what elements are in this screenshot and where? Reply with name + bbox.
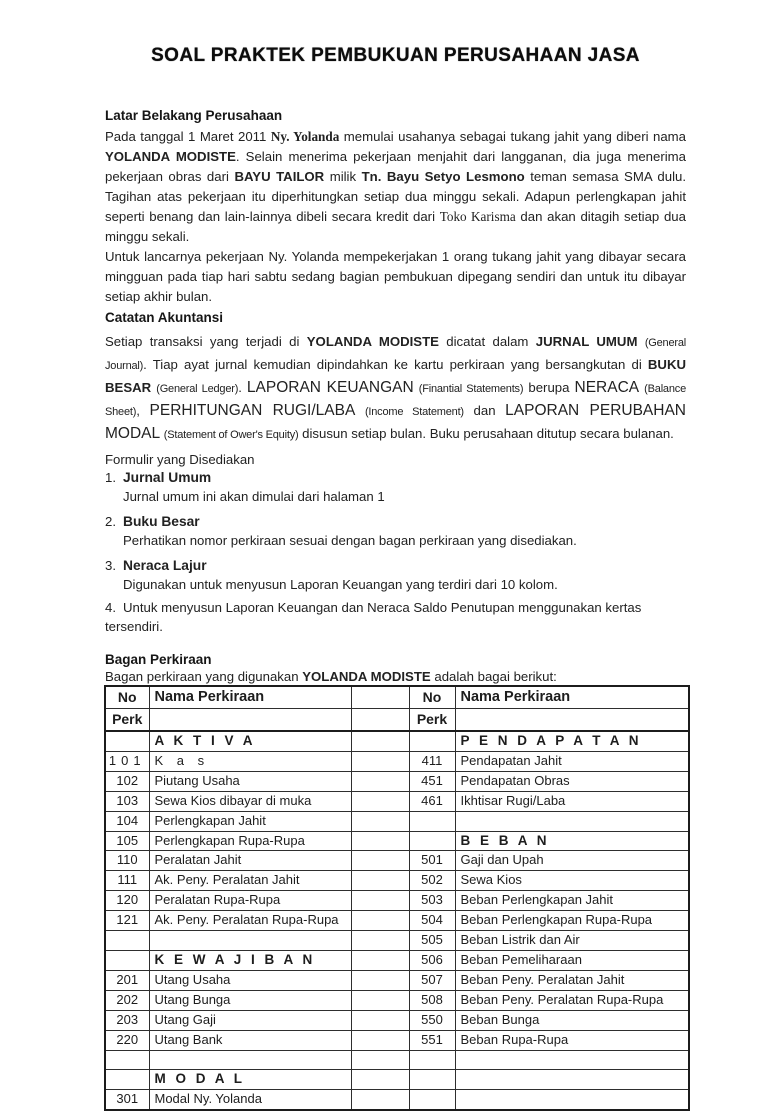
cell-name-left: Utang Gaji bbox=[149, 1010, 351, 1030]
text-segment: NERACA bbox=[574, 379, 640, 396]
latar-paragraph-1 bbox=[105, 127, 686, 247]
cell-name-left: Peralatan Jahit bbox=[149, 851, 351, 871]
cell-no-right: 551 bbox=[409, 1030, 455, 1050]
cell-name-right: Beban Perlengkapan Rupa-Rupa bbox=[455, 911, 689, 931]
text-segment: LAPORAN KEUANGAN bbox=[246, 379, 414, 396]
header-cell-perk-right: Perk bbox=[409, 709, 455, 732]
cell-no-right: 508 bbox=[409, 990, 455, 1010]
cell-no-left: 220 bbox=[105, 1030, 149, 1050]
text-segment: Setiap transaksi yang terjadi di bbox=[105, 334, 307, 349]
text-segment: BUKU BESAR bbox=[105, 357, 686, 395]
cell-spacer bbox=[351, 731, 409, 751]
cell-name-left: K a s bbox=[149, 751, 351, 771]
text-segment: Tn. Bayu Setyo Lesmono bbox=[361, 169, 525, 184]
cell-name-left: Peralatan Rupa-Rupa bbox=[149, 891, 351, 911]
text-segment: memulai usahanya sebagai tukang jahit yang diberi nama bbox=[339, 129, 686, 144]
table-header-row-1 bbox=[105, 686, 689, 709]
cell-no-right: 503 bbox=[409, 891, 455, 911]
text-segment: JURNAL UMUM bbox=[535, 334, 638, 349]
cell-no-right: 411 bbox=[409, 751, 455, 771]
table-row bbox=[105, 891, 689, 911]
cell-spacer bbox=[351, 771, 409, 791]
text-segment: Toko Karisma bbox=[439, 209, 516, 224]
cell-spacer bbox=[351, 931, 409, 951]
cell-no-right bbox=[409, 1070, 455, 1090]
table-header bbox=[105, 686, 689, 731]
list-item-title: Jurnal Umum bbox=[123, 470, 212, 485]
cell-name-right: Pendapatan Obras bbox=[455, 771, 689, 791]
text-segment: LAPORAN PERUBAHAN MODAL bbox=[105, 402, 686, 442]
text-segment: milik bbox=[324, 169, 362, 184]
cell-no-left bbox=[105, 1070, 149, 1090]
cell-name-left: Utang Bunga bbox=[149, 990, 351, 1010]
cell-no-right: 502 bbox=[409, 871, 455, 891]
table-row bbox=[105, 1090, 689, 1110]
table-row bbox=[105, 1050, 689, 1070]
cell-spacer bbox=[351, 990, 409, 1010]
table-row bbox=[105, 950, 689, 970]
cell-no-left: 301 bbox=[105, 1090, 149, 1110]
text-segment: (General Journal) bbox=[105, 337, 687, 372]
list-item-number: 3. bbox=[105, 558, 116, 573]
header-cell-no-left: No bbox=[105, 686, 149, 709]
cell-name-right: Beban Bunga bbox=[455, 1010, 689, 1030]
table-row bbox=[105, 811, 689, 831]
list-item-description: Perhatikan nomor perkiraan sesuai dengan bagan perkiraan yang disediakan. bbox=[123, 533, 577, 548]
bagan-intro bbox=[105, 669, 686, 685]
cell-spacer bbox=[351, 950, 409, 970]
cell-spacer bbox=[351, 911, 409, 931]
page-title: SOAL PRAKTEK PEMBUKUAN PERUSAHAAN JASA bbox=[151, 45, 640, 66]
cell-name-right bbox=[455, 1090, 689, 1110]
cell-name-left: Sewa Kios dibayar di muka bbox=[149, 791, 351, 811]
cell-no-right: 506 bbox=[409, 950, 455, 970]
latar-paragraph-2 bbox=[105, 247, 686, 307]
text-segment: (General Ledger) bbox=[156, 383, 239, 395]
list-item bbox=[105, 468, 686, 506]
cell-no-right: 501 bbox=[409, 851, 455, 871]
formulir-list bbox=[105, 468, 686, 636]
cell-name-right: Pendapatan Jahit bbox=[455, 751, 689, 771]
table-row bbox=[105, 931, 689, 951]
cell-spacer bbox=[351, 811, 409, 831]
header-cell-empty bbox=[455, 709, 689, 732]
cell-name-right bbox=[455, 1050, 689, 1070]
cell-name-right: Gaji dan Upah bbox=[455, 851, 689, 871]
text-segment: Pada tanggal 1 Maret 2011 bbox=[105, 129, 271, 144]
header-cell-no-right: No bbox=[409, 686, 455, 709]
text-segment: Bagan perkiraan yang digunakan bbox=[105, 669, 303, 684]
cell-name-right: Beban Perlengkapan Jahit bbox=[455, 891, 689, 911]
document-page bbox=[0, 45, 768, 1107]
text-segment: dicatat dalam bbox=[438, 334, 536, 349]
section-heading-formulir: Formulir yang Disediakan bbox=[105, 452, 255, 467]
cell-name-left: Utang Usaha bbox=[149, 970, 351, 990]
text-segment: (Balance Sheet) bbox=[105, 383, 686, 418]
table-row bbox=[105, 791, 689, 811]
text-segment: Untuk lancarnya pekerjaan Ny. Yolanda mempekerjakan 1 orang tukang jahit yang dibayar secara mingguan pada tiap hari sabtu sedang bagian pembukuan dipegang sendiri dan untuk itu dibayar setiap akhir bulan. bbox=[105, 249, 686, 304]
text-segment: . Tiap ayat jurnal kemudian dipindahkan ke kartu perkiraan yang bersangkutan di bbox=[143, 357, 648, 372]
header-cell-spacer bbox=[351, 686, 409, 709]
cell-no-right: 451 bbox=[409, 771, 455, 791]
cell-no-left bbox=[105, 931, 149, 951]
text-segment: YOLANDA MODISTE bbox=[302, 669, 431, 684]
table-row bbox=[105, 970, 689, 990]
text-segment: BAYU TAILOR bbox=[234, 169, 325, 184]
list-item bbox=[105, 556, 686, 594]
cell-name-left: Piutang Usaha bbox=[149, 771, 351, 791]
cell-no-left bbox=[105, 731, 149, 751]
cell-no-right bbox=[409, 1090, 455, 1110]
header-cell-empty bbox=[149, 709, 351, 732]
text-segment bbox=[637, 334, 644, 349]
section-heading-bagan-perkiraan: Bagan Perkiraan bbox=[105, 652, 212, 667]
cell-no-right: 504 bbox=[409, 911, 455, 931]
list-item-text: Untuk menyusun Laporan Keuangan dan Neraca Saldo Penutupan menggunakan kertas tersendiri. bbox=[105, 600, 642, 634]
cell-name-left: Perlengkapan Jahit bbox=[149, 811, 351, 831]
cell-no-left bbox=[105, 1050, 149, 1070]
cell-name-right: B E B A N bbox=[455, 831, 689, 851]
text-segment: berupa bbox=[523, 380, 575, 395]
cell-no-right: 505 bbox=[409, 931, 455, 951]
cell-no-right bbox=[409, 1050, 455, 1070]
text-segment: YOLANDA MODISTE bbox=[105, 149, 236, 164]
cell-spacer bbox=[351, 871, 409, 891]
text-segment: (Statement of Ower's Equity) bbox=[163, 429, 299, 441]
table-row bbox=[105, 831, 689, 851]
table-row bbox=[105, 990, 689, 1010]
cell-spacer bbox=[351, 1010, 409, 1030]
cell-no-left: 111 bbox=[105, 871, 149, 891]
text-segment: disusun setiap bulan. Buku perusahaan ditutup secara bulanan. bbox=[298, 426, 674, 441]
text-segment bbox=[355, 403, 365, 418]
list-item-title: Buku Besar bbox=[123, 514, 200, 529]
cell-no-left: 104 bbox=[105, 811, 149, 831]
cell-name-right: Beban Listrik dan Air bbox=[455, 931, 689, 951]
cell-name-right: P E N D A P A T A N bbox=[455, 731, 689, 751]
list-item-number: 1. bbox=[105, 470, 116, 485]
cell-spacer bbox=[351, 970, 409, 990]
text-segment: teman semasa SMA dulu. Tagihan atas pekerjaan itu diperhitungkan setiap dua minggu sekali. Adapun perlengkapan jahit seperti benang dan lain-lainnya dibeli secara kredit dari bbox=[105, 169, 687, 224]
cell-name-right: Beban Peny. Peralatan Rupa-Rupa bbox=[455, 990, 689, 1010]
document-content bbox=[0, 46, 768, 1111]
cell-no-right: 461 bbox=[409, 791, 455, 811]
table-row bbox=[105, 731, 689, 751]
cell-no-left: 121 bbox=[105, 911, 149, 931]
cell-no-left: 102 bbox=[105, 771, 149, 791]
cell-name-left bbox=[149, 1050, 351, 1070]
cell-name-left: M O D A L bbox=[149, 1070, 351, 1090]
cell-name-left: Modal Ny. Yolanda bbox=[149, 1090, 351, 1110]
cell-spacer bbox=[351, 891, 409, 911]
cell-no-right bbox=[409, 831, 455, 851]
table-row bbox=[105, 771, 689, 791]
text-segment: PERHITUNGAN RUGI/LABA bbox=[149, 402, 356, 419]
table-row bbox=[105, 1030, 689, 1050]
cell-spacer bbox=[351, 1050, 409, 1070]
cell-no-left: 203 bbox=[105, 1010, 149, 1030]
section-heading-catatan-akuntansi: Catatan Akuntansi bbox=[105, 310, 224, 325]
text-segment: Ny. Yolanda bbox=[270, 129, 340, 144]
cell-no-right: 507 bbox=[409, 970, 455, 990]
table-header-row-2 bbox=[105, 709, 689, 732]
cell-name-left: A K T I V A bbox=[149, 731, 351, 751]
table-row bbox=[105, 871, 689, 891]
cell-name-right bbox=[455, 1070, 689, 1090]
cell-name-right: Beban Pemeliharaan bbox=[455, 950, 689, 970]
header-cell-spacer bbox=[351, 709, 409, 732]
cell-spacer bbox=[351, 791, 409, 811]
header-cell-perk-left: Perk bbox=[105, 709, 149, 732]
header-cell-name-left: Nama Perkiraan bbox=[149, 686, 351, 709]
list-item-number: 4. bbox=[105, 600, 116, 615]
cell-name-right: Ikhtisar Rugi/Laba bbox=[455, 791, 689, 811]
text-segment: . Selain menerima pekerjaan menjahit dari langganan, dia juga menerima pekerjaan obras dari bbox=[105, 149, 686, 184]
cell-name-right bbox=[455, 811, 689, 831]
cell-name-left: Perlengkapan Rupa-Rupa bbox=[149, 831, 351, 851]
cell-name-right: Sewa Kios bbox=[455, 871, 689, 891]
cell-no-left: 103 bbox=[105, 791, 149, 811]
list-item-description: Jurnal umum ini akan dimulai dari halaman 1 bbox=[123, 489, 385, 504]
text-segment: . bbox=[238, 380, 247, 395]
list-item bbox=[105, 598, 686, 636]
bagan-perkiraan-table bbox=[104, 685, 690, 1111]
cell-no-left: 110 bbox=[105, 851, 149, 871]
cell-spacer bbox=[351, 831, 409, 851]
cell-no-left: 201 bbox=[105, 970, 149, 990]
text-segment: (Income Statement) bbox=[364, 406, 464, 418]
list-item-description: Digunakan untuk menyusun Laporan Keuangan yang terdiri dari 10 kolom. bbox=[123, 577, 558, 592]
cell-no-left bbox=[105, 950, 149, 970]
cell-spacer bbox=[351, 851, 409, 871]
cell-spacer bbox=[351, 751, 409, 771]
table-row bbox=[105, 1010, 689, 1030]
cell-name-right: Beban Peny. Peralatan Jahit bbox=[455, 970, 689, 990]
cell-name-left bbox=[149, 931, 351, 951]
text-segment: dan bbox=[463, 403, 506, 418]
cell-spacer bbox=[351, 1030, 409, 1050]
cell-spacer bbox=[351, 1070, 409, 1090]
cell-name-left: K E W A J I B A N bbox=[149, 950, 351, 970]
cell-no-left: 105 bbox=[105, 831, 149, 851]
cell-spacer bbox=[351, 1090, 409, 1110]
cell-no-right: 550 bbox=[409, 1010, 455, 1030]
header-cell-name-right: Nama Perkiraan bbox=[455, 686, 689, 709]
text-segment: YOLANDA MODISTE bbox=[306, 334, 439, 349]
table-row bbox=[105, 1070, 689, 1090]
cell-no-right bbox=[409, 811, 455, 831]
cell-name-right: Beban Rupa-Rupa bbox=[455, 1030, 689, 1050]
table-row bbox=[105, 851, 689, 871]
cell-name-left: Ak. Peny. Peralatan Jahit bbox=[149, 871, 351, 891]
list-item-title: Neraca Lajur bbox=[123, 558, 207, 573]
text-segment: , bbox=[136, 403, 150, 418]
cell-name-left: Ak. Peny. Peralatan Rupa-Rupa bbox=[149, 911, 351, 931]
cell-no-left: 202 bbox=[105, 990, 149, 1010]
catatan-paragraph bbox=[105, 331, 686, 446]
section-heading-latar-belakang: Latar Belakang Perusahaan bbox=[105, 108, 283, 123]
cell-name-left: Utang Bank bbox=[149, 1030, 351, 1050]
text-segment: dan akan ditagih setiap dua minggu sekali. bbox=[105, 209, 686, 244]
text-segment: adalah bagai berikut: bbox=[430, 669, 557, 684]
list-item-number: 2. bbox=[105, 514, 116, 529]
table-body bbox=[105, 731, 689, 1110]
table-row bbox=[105, 751, 689, 771]
cell-no-left: 120 bbox=[105, 891, 149, 911]
list-item bbox=[105, 512, 686, 550]
cell-no-right bbox=[409, 731, 455, 751]
text-segment: (Finantial Statements) bbox=[418, 383, 524, 395]
cell-no-left: 101 bbox=[105, 751, 149, 771]
table-row bbox=[105, 911, 689, 931]
